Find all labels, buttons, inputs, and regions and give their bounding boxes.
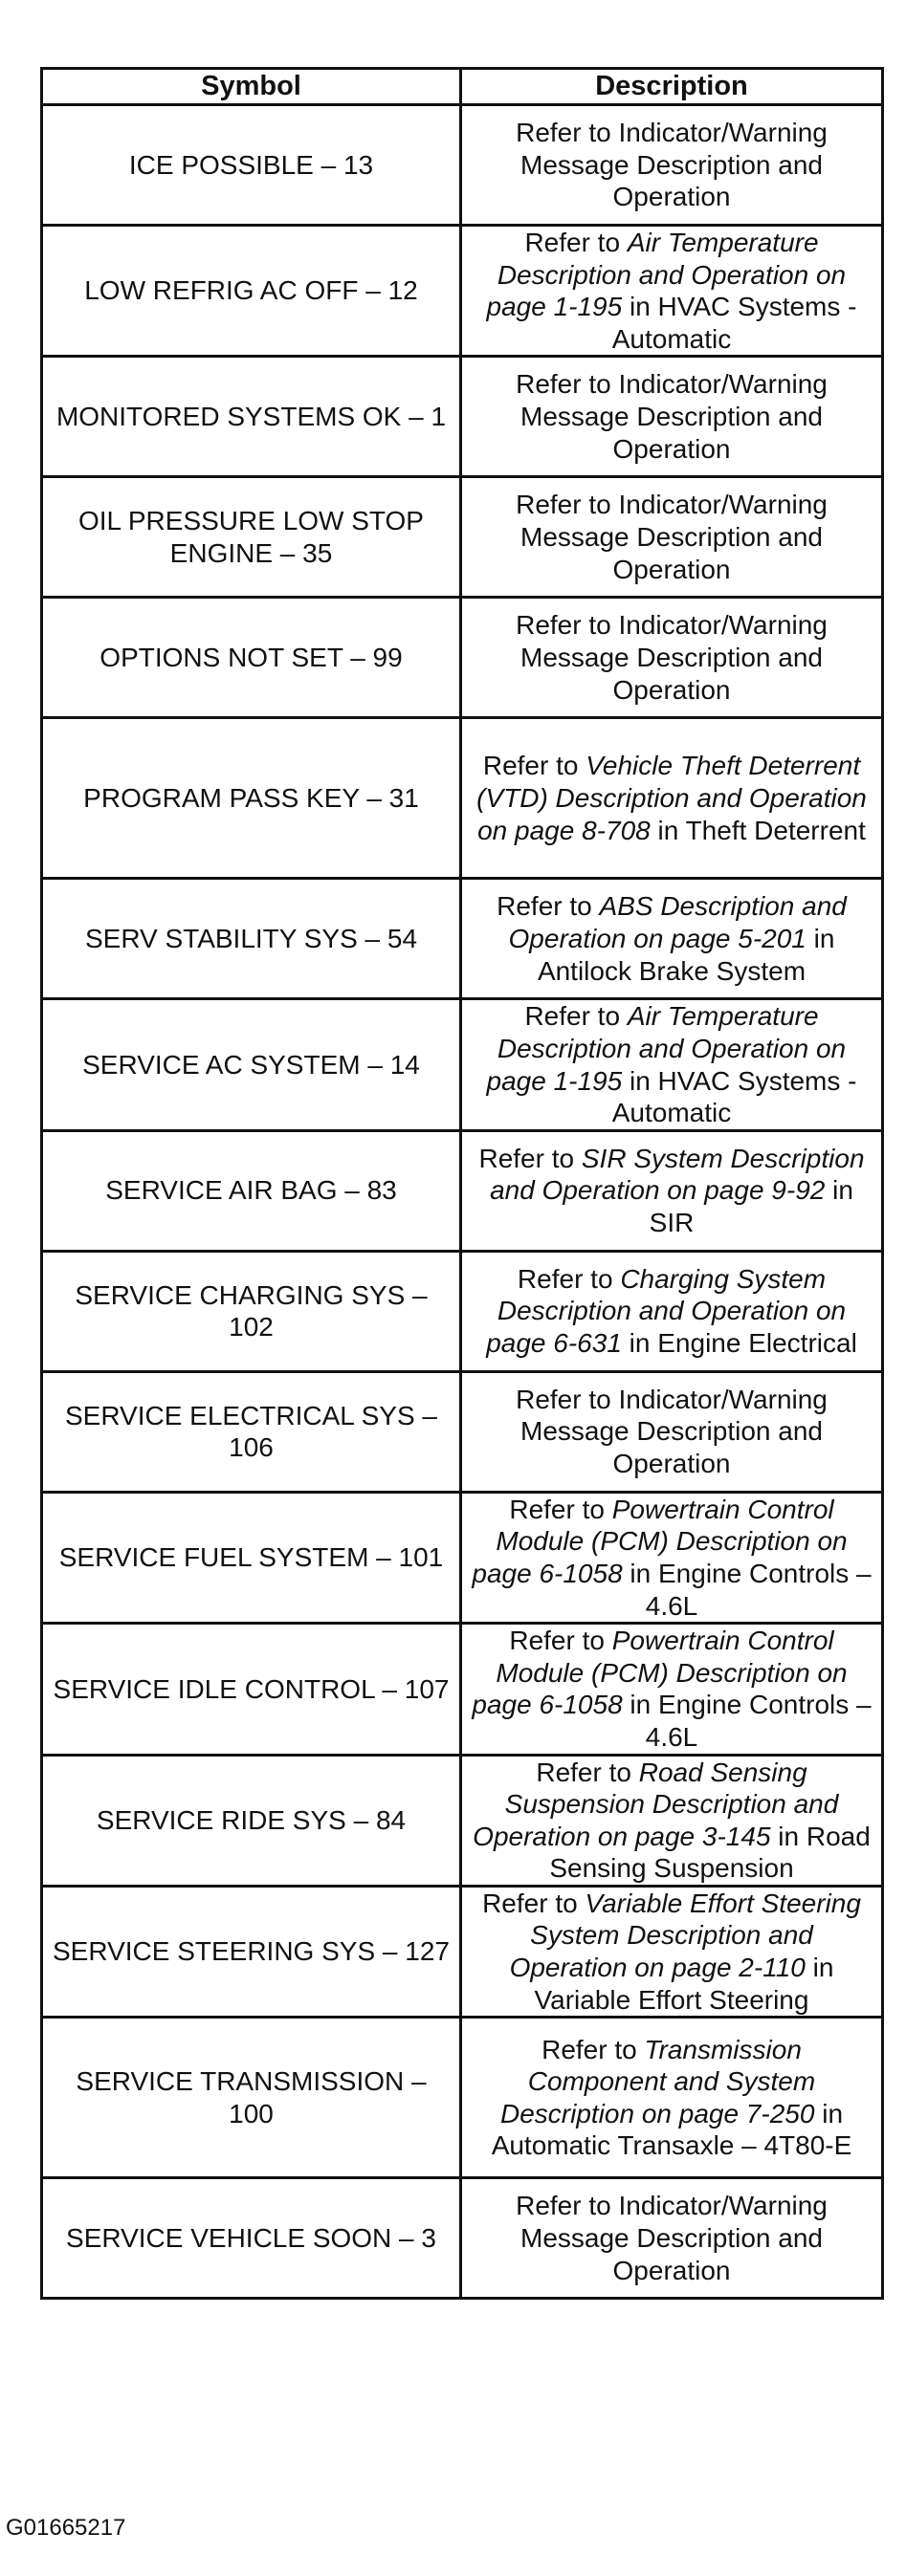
- description-text: Refer to: [524, 228, 628, 257]
- table-row: [42, 879, 883, 999]
- description-cell: [461, 2178, 883, 2299]
- symbol-cell: SERVICE RIDE SYS – 84: [42, 1755, 461, 1886]
- reference-link-text: ABS Description and Operation on page 5-201: [508, 891, 847, 954]
- description-text: Refer to: [517, 1263, 621, 1294]
- table-row: [42, 105, 883, 226]
- reference-link-text: Air Temperature Description and Operation on page 1-195: [486, 1001, 847, 1096]
- reference-link-text: Air Temperature Description and Operation on page 1-195: [486, 228, 847, 322]
- reference-link-text: Powertrain Control Module (PCM) Description on page 6-1058: [472, 1626, 848, 1720]
- table-row: [42, 477, 883, 598]
- description-cell: [461, 2018, 883, 2178]
- table-body: [42, 105, 883, 2299]
- description-text: Refer to: [497, 891, 600, 922]
- table-row: [42, 999, 883, 1130]
- description-cell: [461, 598, 883, 718]
- description-cell: [461, 1492, 883, 1623]
- symbol-description-table: [40, 67, 884, 2300]
- table-row: [42, 1251, 883, 1371]
- table-row: [42, 1624, 883, 1755]
- reference-link-text: Variable Effort Steering System Description and Operation on page 2-110: [509, 1888, 861, 1983]
- description-cell: [461, 1251, 883, 1371]
- symbol-cell: SERVICE VEHICLE SOON – 3: [42, 2178, 461, 2299]
- symbol-cell: SERVICE CHARGING SYS – 102: [42, 1251, 461, 1371]
- description-text: Refer to Indicator/Warning Message Description and Operation: [516, 490, 828, 584]
- description-text: in Theft Deterrent: [650, 815, 866, 845]
- description-text: Refer to Indicator/Warning Message Description and Operation: [516, 610, 828, 705]
- reference-link-text: Vehicle Theft Deterrent (VTD) Description and Operation on page 8-708: [476, 751, 867, 845]
- description-text: Refer to Indicator/Warning Message Description and Operation: [516, 1384, 828, 1479]
- description-text: in HVAC Systems - Automatic: [611, 1065, 857, 1128]
- table-row: [42, 718, 883, 879]
- symbol-cell: SERVICE IDLE CONTROL – 107: [42, 1624, 461, 1755]
- description-cell: [461, 1755, 883, 1886]
- description-cell: [461, 1886, 883, 2017]
- description-text: Refer to Indicator/Warning Message Description and Operation: [516, 369, 828, 464]
- symbol-cell: PROGRAM PASS KEY – 31: [42, 718, 461, 879]
- description-cell: [461, 105, 883, 226]
- description-text: Refer to Indicator/Warning Message Description and Operation: [516, 2191, 828, 2285]
- description-text: in Engine Controls – 4.6L: [622, 1690, 872, 1752]
- table-row: [42, 1886, 883, 2017]
- description-text: in Variable Effort Steering: [534, 1953, 834, 2015]
- figure-id: G01665217: [6, 2515, 126, 2541]
- description-cell: [461, 226, 883, 357]
- symbol-cell: SERVICE AIR BAG – 83: [42, 1130, 461, 1251]
- symbol-cell: SERV STABILITY SYS – 54: [42, 879, 461, 999]
- description-text: Refer to: [541, 2034, 645, 2064]
- reference-link-text: Charging System Description and Operation on page 6-631: [486, 1263, 847, 1359]
- symbol-cell: SERVICE TRANSMISSION – 100: [42, 2018, 461, 2178]
- table-row: [42, 2018, 883, 2178]
- symbol-cell: LOW REFRIG AC OFF – 12: [42, 226, 461, 357]
- symbol-cell: OPTIONS NOT SET – 99: [42, 598, 461, 718]
- reference-link-text: SIR System Description and Operation on page 9-92: [490, 1143, 865, 1206]
- description-text: Refer to: [524, 1001, 628, 1032]
- description-text: Refer to: [509, 1494, 612, 1524]
- table-row: [42, 1755, 883, 1886]
- table-row: [42, 226, 883, 357]
- description-cell: [461, 1371, 883, 1492]
- description-text: Refer to: [509, 1626, 612, 1656]
- description-cell: [461, 357, 883, 477]
- description-cell: [461, 1624, 883, 1755]
- description-text: in Road Sensing Suspension: [549, 1821, 871, 1884]
- description-text: in Engine Electrical: [621, 1328, 857, 1359]
- table-row: [42, 1492, 883, 1623]
- description-text: in Automatic Transaxle – 4T80-E: [491, 2098, 852, 2161]
- symbol-cell: SERVICE STEERING SYS – 127: [42, 1886, 461, 2017]
- table-row: [42, 1371, 883, 1492]
- description-cell: [461, 879, 883, 999]
- description-text: Refer to: [478, 1143, 582, 1173]
- symbol-cell: MONITORED SYSTEMS OK – 1: [42, 357, 461, 477]
- description-text: in Antilock Brake System: [537, 924, 835, 986]
- description-text: in SIR: [649, 1175, 853, 1238]
- description-cell: [461, 999, 883, 1130]
- description-cell: [461, 718, 883, 879]
- table-header-row: [42, 69, 883, 105]
- symbol-cell: SERVICE FUEL SYSTEM – 101: [42, 1492, 461, 1623]
- table-row: [42, 1130, 883, 1251]
- symbol-cell: ICE POSSIBLE – 13: [42, 105, 461, 226]
- description-text: in Engine Controls – 4.6L: [622, 1558, 872, 1621]
- symbol-cell: SERVICE AC SYSTEM – 14: [42, 999, 461, 1130]
- table-row: [42, 2178, 883, 2299]
- column-header-symbol: Symbol: [42, 69, 461, 105]
- table-row: [42, 357, 883, 477]
- symbol-cell: OIL PRESSURE LOW STOP ENGINE – 35: [42, 477, 461, 598]
- description-cell: [461, 1130, 883, 1251]
- reference-link-text: Transmission Component and System Description on page 7-250: [499, 2034, 816, 2128]
- symbol-cell: SERVICE ELECTRICAL SYS – 106: [42, 1371, 461, 1492]
- column-header-description: Description: [461, 69, 883, 105]
- reference-link-text: Road Sensing Suspension Description and Operation on page 3-145: [473, 1757, 839, 1851]
- description-text: Refer to: [482, 751, 586, 781]
- table-row: [42, 598, 883, 718]
- description-cell: [461, 477, 883, 598]
- reference-link-text: Powertrain Control Module (PCM) Description on page 6-1058: [472, 1494, 848, 1588]
- description-text: Refer to: [536, 1757, 639, 1787]
- description-text: Refer to: [482, 1888, 586, 1918]
- description-text: in HVAC Systems - Automatic: [611, 292, 857, 354]
- description-text: Refer to Indicator/Warning Message Description and Operation: [516, 118, 828, 212]
